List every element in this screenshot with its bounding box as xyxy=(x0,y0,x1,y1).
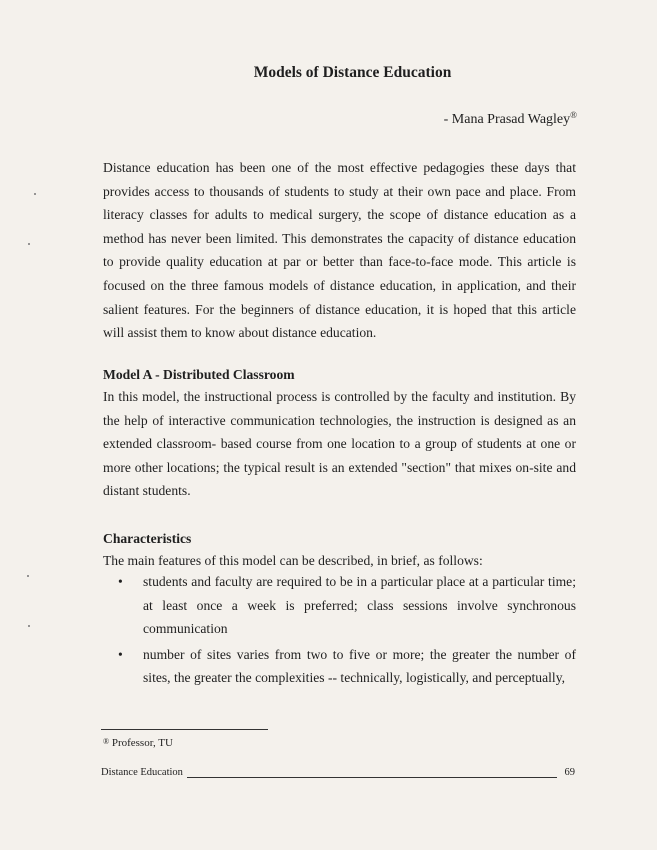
footnote-text: Professor, TU xyxy=(111,737,173,749)
bullet-icon: • xyxy=(118,574,123,589)
intro-paragraph: Distance education has been one of the most effective pedagogies these days that provides access to thousands of students to study at their own pace and place. From literacy classes for adults to medical surgery, the scope of distance education as a method has never been limited. This demonstrates the capacity of distance education to provide quality education at par or better than face-to-face mode. This article is focused on the three famous models of distance education, in application, and their salient features. For the beginners of distance education, it is hoped that this article will assist them to know about distance education. xyxy=(103,160,576,341)
list-item xyxy=(103,643,576,690)
footer-rule xyxy=(187,777,557,778)
characteristics-list xyxy=(103,570,576,690)
page-number: 69 xyxy=(564,767,575,778)
list-item-text: students and faculty are required to be in a particular place at a particular time; at least once a week is preferred; class sessions involve synchronous communication xyxy=(143,574,576,637)
author-line xyxy=(444,112,577,128)
scan-speck xyxy=(28,243,30,245)
footer-label: Distance Education xyxy=(101,767,183,778)
footnote-mark: ® xyxy=(103,737,110,746)
article-title: Models of Distance Education xyxy=(253,64,452,81)
list-item xyxy=(103,570,576,641)
characteristics-heading: Characteristics xyxy=(103,531,192,546)
list-item-text: number of sites varies from two to five or more; the greater the number of sites, the greater the complexities -- technically, logistically, and perceptually, xyxy=(143,646,576,686)
scan-speck xyxy=(34,193,36,195)
section-heading-model-a: Model A - Distributed Classroom xyxy=(103,367,295,382)
scan-speck xyxy=(27,575,29,577)
footnote xyxy=(103,737,173,749)
characteristics-intro: The main features of this model can be described, in brief, as follows: xyxy=(103,553,483,568)
scan-speck xyxy=(28,625,30,627)
author-name: - Mana Prasad Wagley xyxy=(443,112,571,127)
bullet-icon: • xyxy=(118,646,123,662)
model-a-paragraph: In this model, the instructional process is controlled by the faculty and institution. By the help of interactive communication technologies, the instruction is designed as an extended classroom- based course from one location to a group of students at one or more other locations; the typical result is an extended "section" that mixes on-site and distant students. xyxy=(103,389,576,499)
author-footnote-mark: ® xyxy=(570,110,577,120)
footnote-divider xyxy=(101,729,268,730)
page-footer xyxy=(101,767,575,781)
